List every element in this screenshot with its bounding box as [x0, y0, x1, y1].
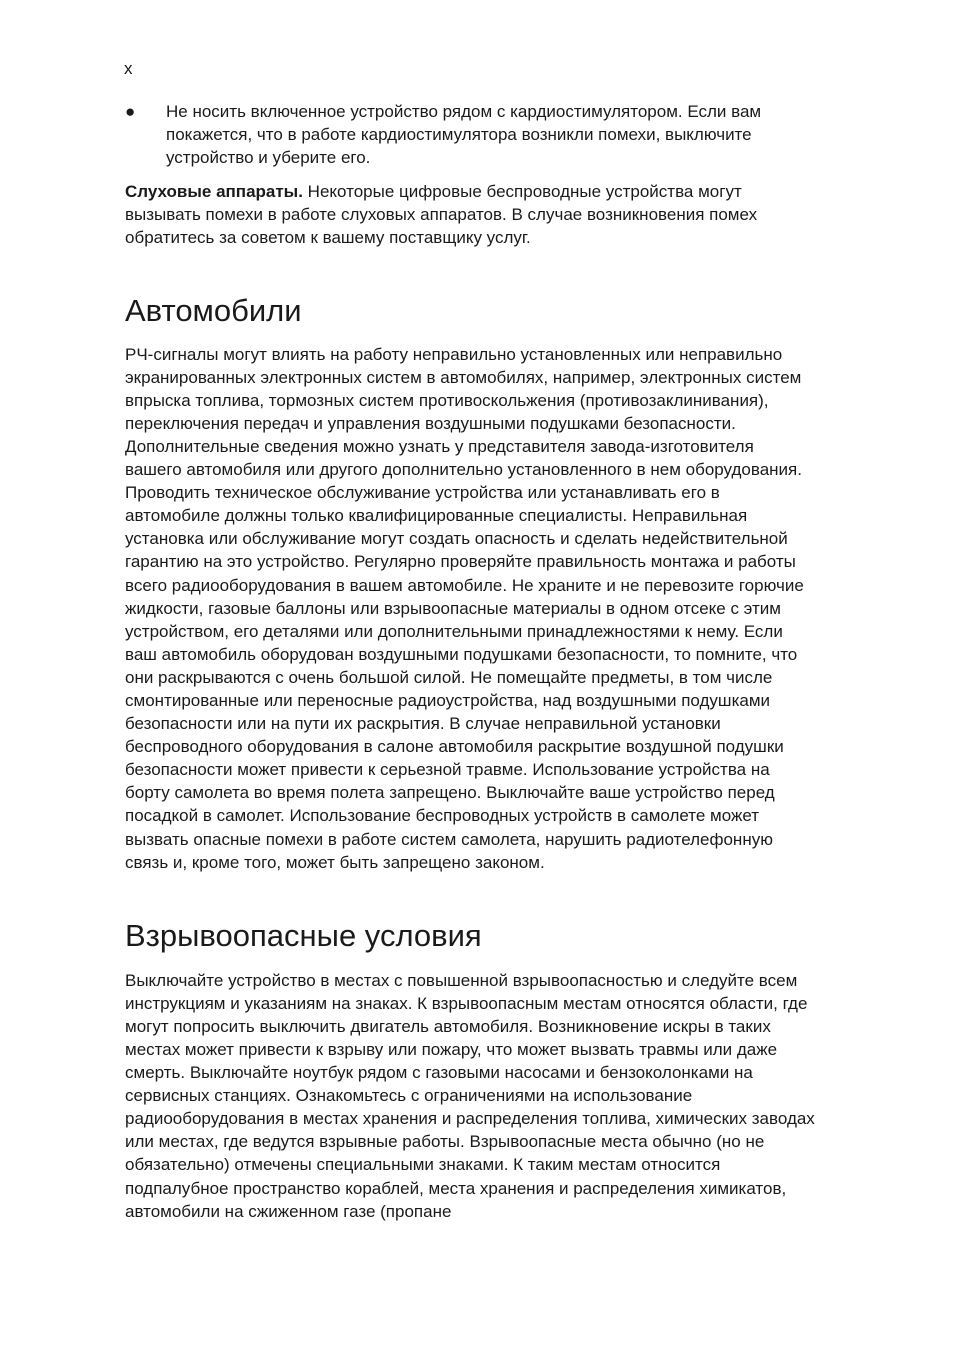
- section-heading-explosive: Взрывоопасные условия: [125, 917, 482, 953]
- hearing-aids-label: Слуховые аппараты.: [125, 182, 303, 202]
- section-heading-cars: Автомобили: [125, 292, 302, 328]
- page-content: [125, 100, 815, 1223]
- page-number: x: [124, 59, 133, 78]
- list-item-pacemaker: [125, 100, 815, 169]
- section-text-explosive: Выключайте устройство в местах с повышенной взрывоопасностью и следуйте всем инструкциям и указаниям на знаках. К взрывоопасным местам относятся области, где могут попросить выключить двигатель автомобиля. Возникновение искры в таких местах может привести к взрыву или пожару, что может вызвать травмы или даже смерть. Выключайте ноутбук рядом с газовыми насосами и бензоколонками на сервисных станциях. Ознакомьтесь с ограничениями на использование радиооборудования в местах хранения и распределения топлива, химических заводах или местах, где ведутся взрывные работы. Взрывоопасные места обычно (но не обязательно) отмечены специальными знаками. К таким местам относится подпалубное пространство кораблей, места хранения и распределения химикатов, автомобили на сжиженном газе (пропане: [125, 970, 815, 1221]
- hearing-aids-text: Некоторые цифровые беспроводные устройства могут вызывать помехи в работе слуховых аппаратов. В случае возникновения помех обратитесь за советом к вашему поставщику услуг.: [125, 182, 758, 248]
- list-item-text: Не носить включенное устройство рядом с кардиостимулятором. Если вам покажется, что в работе кардиостимулятора возникли помехи, выключите устройство и уберите его.: [166, 102, 762, 168]
- section-text-cars: РЧ-сигналы могут влиять на работу неправильно установленных или неправильно экранированных электронных систем в автомобилях, например, электронных систем впрыска топлива, тормозных систем противоскольжения (противозаклинивания), переключения передач и управления воздушными подушками безопасности. Дополнительные сведения можно узнать у представителя завода-изготовителя вашего автомобиля или другого дополнительно установленного в нем оборудования. Проводить техническое обслуживание устройства или устанавливать его в автомобиле должны только квалифицированные специалисты. Неправильная установка или обслуживание могут создать опасность и сделать недействительной гарантию на это устройство. Регулярно проверяйте правильность монтажа и работы всего радиооборудования в вашем автомобиле. Не храните и не перевозите горючие жидкости, газовые баллоны или взрывоопасные материалы в одном отсеке с этим устройством, его деталями или дополнительными принадлежностями к нему. Если ваш автомобиль оборудован воздушными подушками безопасности, то помните, что они раскрываются с очень большой силой. Не помещайте предметы, в том числе смонтированные или переносные радиоустройства, над воздушными подушками безопасности или на пути их раскрытия. В случае неправильной установки беспроводного оборудования в салоне автомобиля раскрытие воздушной подушки безопасности может привести к серьезной травме. Использование устройства на борту самолета во время полета запрещено. Выключайте ваше устройство перед посадкой в самолет. Использование беспроводных устройств в самолете может вызвать опасные помехи в работе систем самолета, нарушить радиотелефонную связь и, кроме того, может быть запрещено законом.: [125, 344, 804, 872]
- hearing-aids-paragraph: [125, 180, 815, 249]
- bullet-icon: ●: [125, 102, 136, 121]
